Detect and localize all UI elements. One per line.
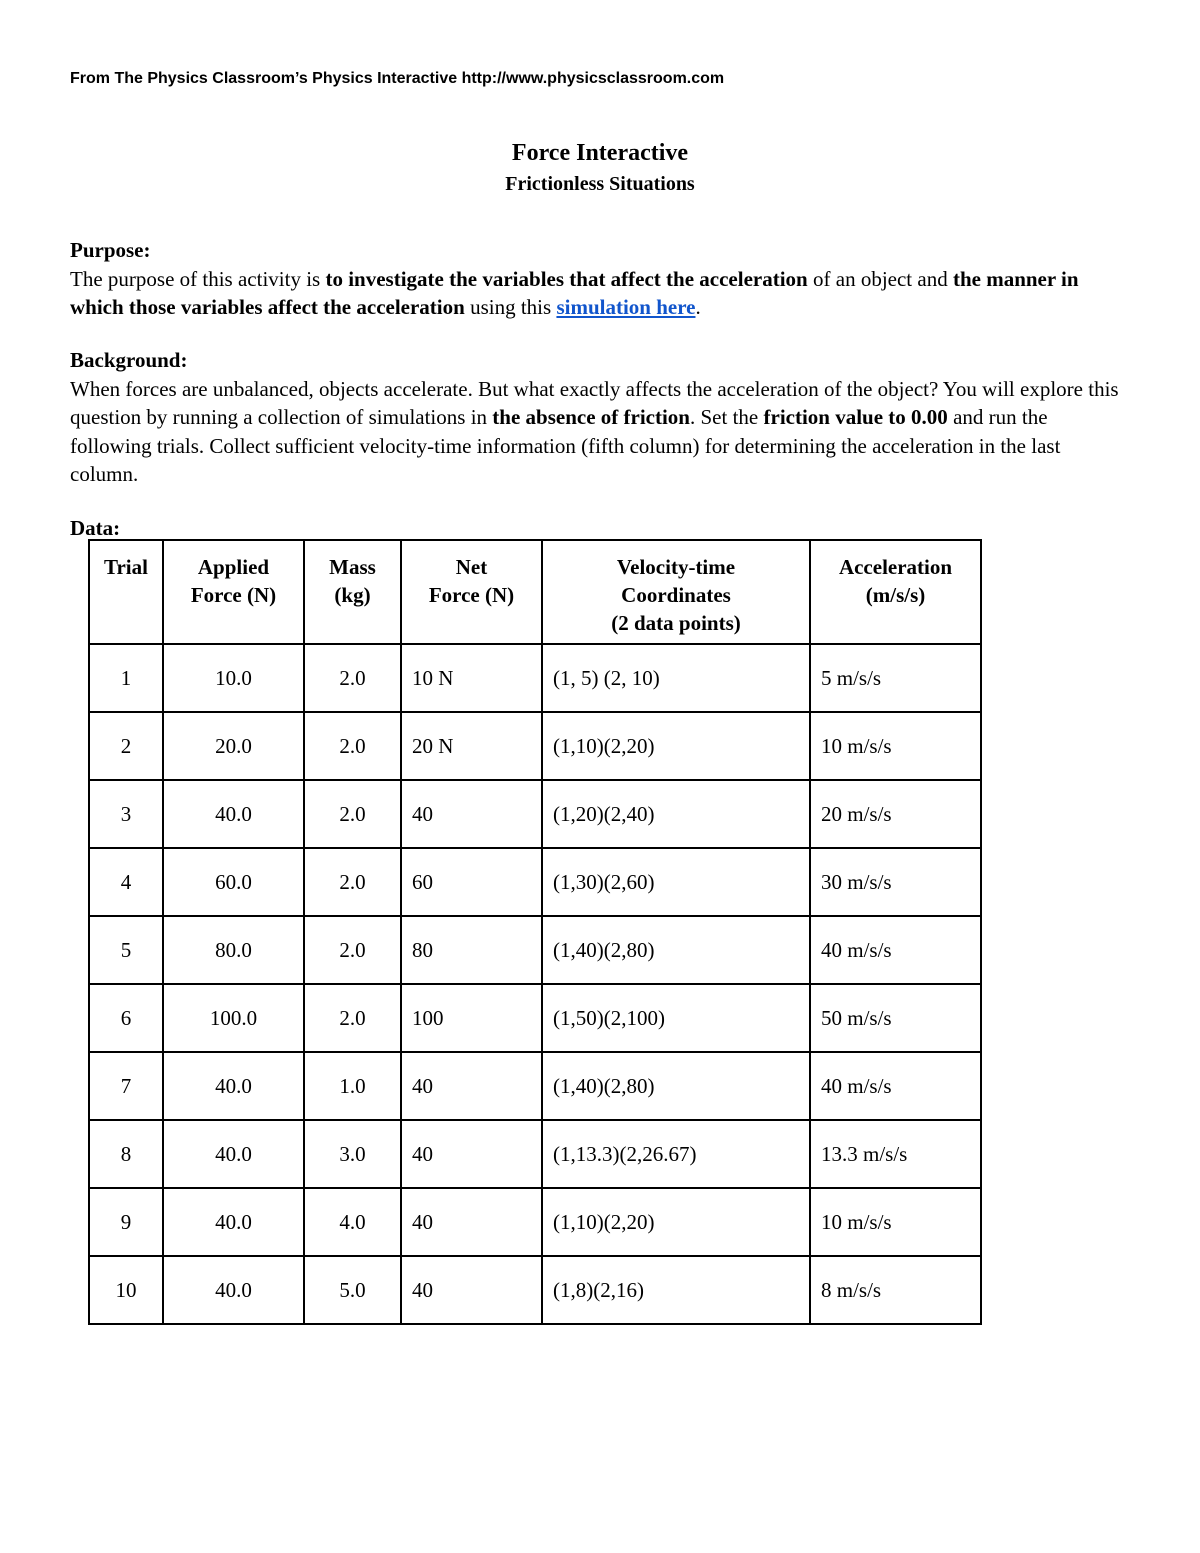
cell-coordinates: (1,40)(2,80) [542,1052,810,1120]
cell-mass: 2.0 [304,712,401,780]
cell-acceleration: 10 m/s/s [810,1188,981,1256]
background-heading: Background: [70,348,188,372]
cell-coordinates: (1,30)(2,60) [542,848,810,916]
cell-trial: 5 [89,916,163,984]
cell-coordinates: (1,20)(2,40) [542,780,810,848]
source-header: From The Physics Classroom’s Physics Interactive http://www.physicsclassroom.com [70,70,725,87]
cell-acceleration: 50 m/s/s [810,984,981,1052]
cell-applied-force: 60.0 [163,848,304,916]
table-row [89,1120,981,1188]
background-section [70,346,1130,489]
cell-mass: 5.0 [304,1256,401,1324]
cell-applied-force: 40.0 [163,1256,304,1324]
cell-coordinates: (1,50)(2,100) [542,984,810,1052]
cell-applied-force: 20.0 [163,712,304,780]
cell-mass: 3.0 [304,1120,401,1188]
data-label: Data: [70,516,121,540]
cell-applied-force: 40.0 [163,1188,304,1256]
page-subtitle: Frictionless Situations [505,173,695,195]
table-header-row [89,540,981,644]
cell-coordinates: (1, 5) (2, 10) [542,644,810,712]
table-row [89,780,981,848]
header-mass: Mass (kg) [304,540,401,644]
cell-acceleration: 40 m/s/s [810,916,981,984]
cell-acceleration: 20 m/s/s [810,780,981,848]
cell-trial: 3 [89,780,163,848]
table-row [89,848,981,916]
cell-net-force: 100 [401,984,542,1052]
simulation-link[interactable]: simulation here [556,295,696,319]
cell-trial: 4 [89,848,163,916]
table-row [89,1188,981,1256]
cell-net-force: 60 [401,848,542,916]
purpose-bold-1: to investigate the variables that affect the acceleration [325,266,808,291]
header-net-force: Net Force (N) [401,540,542,644]
purpose-paragraph [70,265,1130,322]
cell-acceleration: 8 m/s/s [810,1256,981,1324]
cell-applied-force: 10.0 [163,644,304,712]
cell-net-force: 20 N [401,712,542,780]
cell-trial: 10 [89,1256,163,1324]
cell-net-force: 80 [401,916,542,984]
purpose-text-3: using this [464,295,557,319]
cell-applied-force: 40.0 [163,780,304,848]
background-text-1: When forces are unbalanced, objects accelerate. But what exactly affects the acceleration of the object? You will explore this question by running a collection of simulations in [70,376,1119,429]
header-applied-force: Applied Force (N) [163,540,304,644]
cell-net-force: 40 [401,1052,542,1120]
cell-mass: 4.0 [304,1188,401,1256]
table-row [89,916,981,984]
page-title: Force Interactive [511,140,689,166]
background-text-3: and run the following trials. Collect sufficient velocity-time information (fifth column) for determining the acceleration in the last column. [70,405,1061,486]
header-trial: Trial [89,540,163,644]
cell-mass: 2.0 [304,916,401,984]
cell-net-force: 10 N [401,644,542,712]
purpose-text-1: The purpose of this activity is [70,266,326,291]
cell-mass: 1.0 [304,1052,401,1120]
cell-trial: 2 [89,712,163,780]
cell-net-force: 40 [401,1188,542,1256]
cell-coordinates: (1,10)(2,20) [542,1188,810,1256]
cell-applied-force: 40.0 [163,1052,304,1120]
cell-acceleration: 30 m/s/s [810,848,981,916]
cell-trial: 9 [89,1188,163,1256]
table-row [89,644,981,712]
cell-mass: 2.0 [304,984,401,1052]
cell-acceleration: 5 m/s/s [810,644,981,712]
cell-mass: 2.0 [304,780,401,848]
cell-acceleration: 40 m/s/s [810,1052,981,1120]
purpose-text-2: of an object and [807,266,953,291]
cell-coordinates: (1,40)(2,80) [542,916,810,984]
cell-applied-force: 100.0 [163,984,304,1052]
cell-trial: 8 [89,1120,163,1188]
table-row [89,1052,981,1120]
cell-trial: 1 [89,644,163,712]
cell-applied-force: 40.0 [163,1120,304,1188]
background-bold-2: friction value to 0.00 [763,405,948,429]
cell-coordinates: (1,13.3)(2,26.67) [542,1120,810,1188]
cell-coordinates: (1,8)(2,16) [542,1256,810,1324]
header-acceleration: Acceleration (m/s/s) [810,540,981,644]
cell-coordinates: (1,10)(2,20) [542,712,810,780]
cell-applied-force: 80.0 [163,916,304,984]
cell-mass: 2.0 [304,848,401,916]
data-table [88,539,982,1325]
cell-acceleration: 10 m/s/s [810,712,981,780]
table-row [89,984,981,1052]
table-row [89,712,981,780]
purpose-section [70,236,1130,322]
purpose-bold-2: the manner in which those variables affect the acceleration [70,266,1079,319]
cell-trial: 6 [89,984,163,1052]
purpose-heading: Purpose: [70,238,151,262]
background-bold-1: the absence of friction [492,405,690,429]
background-text-2: . Set the [690,405,764,429]
header-velocity-time: Velocity-time Coordinates (2 data points) [542,540,810,644]
cell-trial: 7 [89,1052,163,1120]
table-row [89,1256,981,1324]
cell-net-force: 40 [401,780,542,848]
cell-net-force: 40 [401,1120,542,1188]
cell-acceleration: 13.3 m/s/s [810,1120,981,1188]
cell-mass: 2.0 [304,644,401,712]
cell-net-force: 40 [401,1256,542,1324]
purpose-text-4: . [695,295,701,319]
background-paragraph [70,375,1130,489]
